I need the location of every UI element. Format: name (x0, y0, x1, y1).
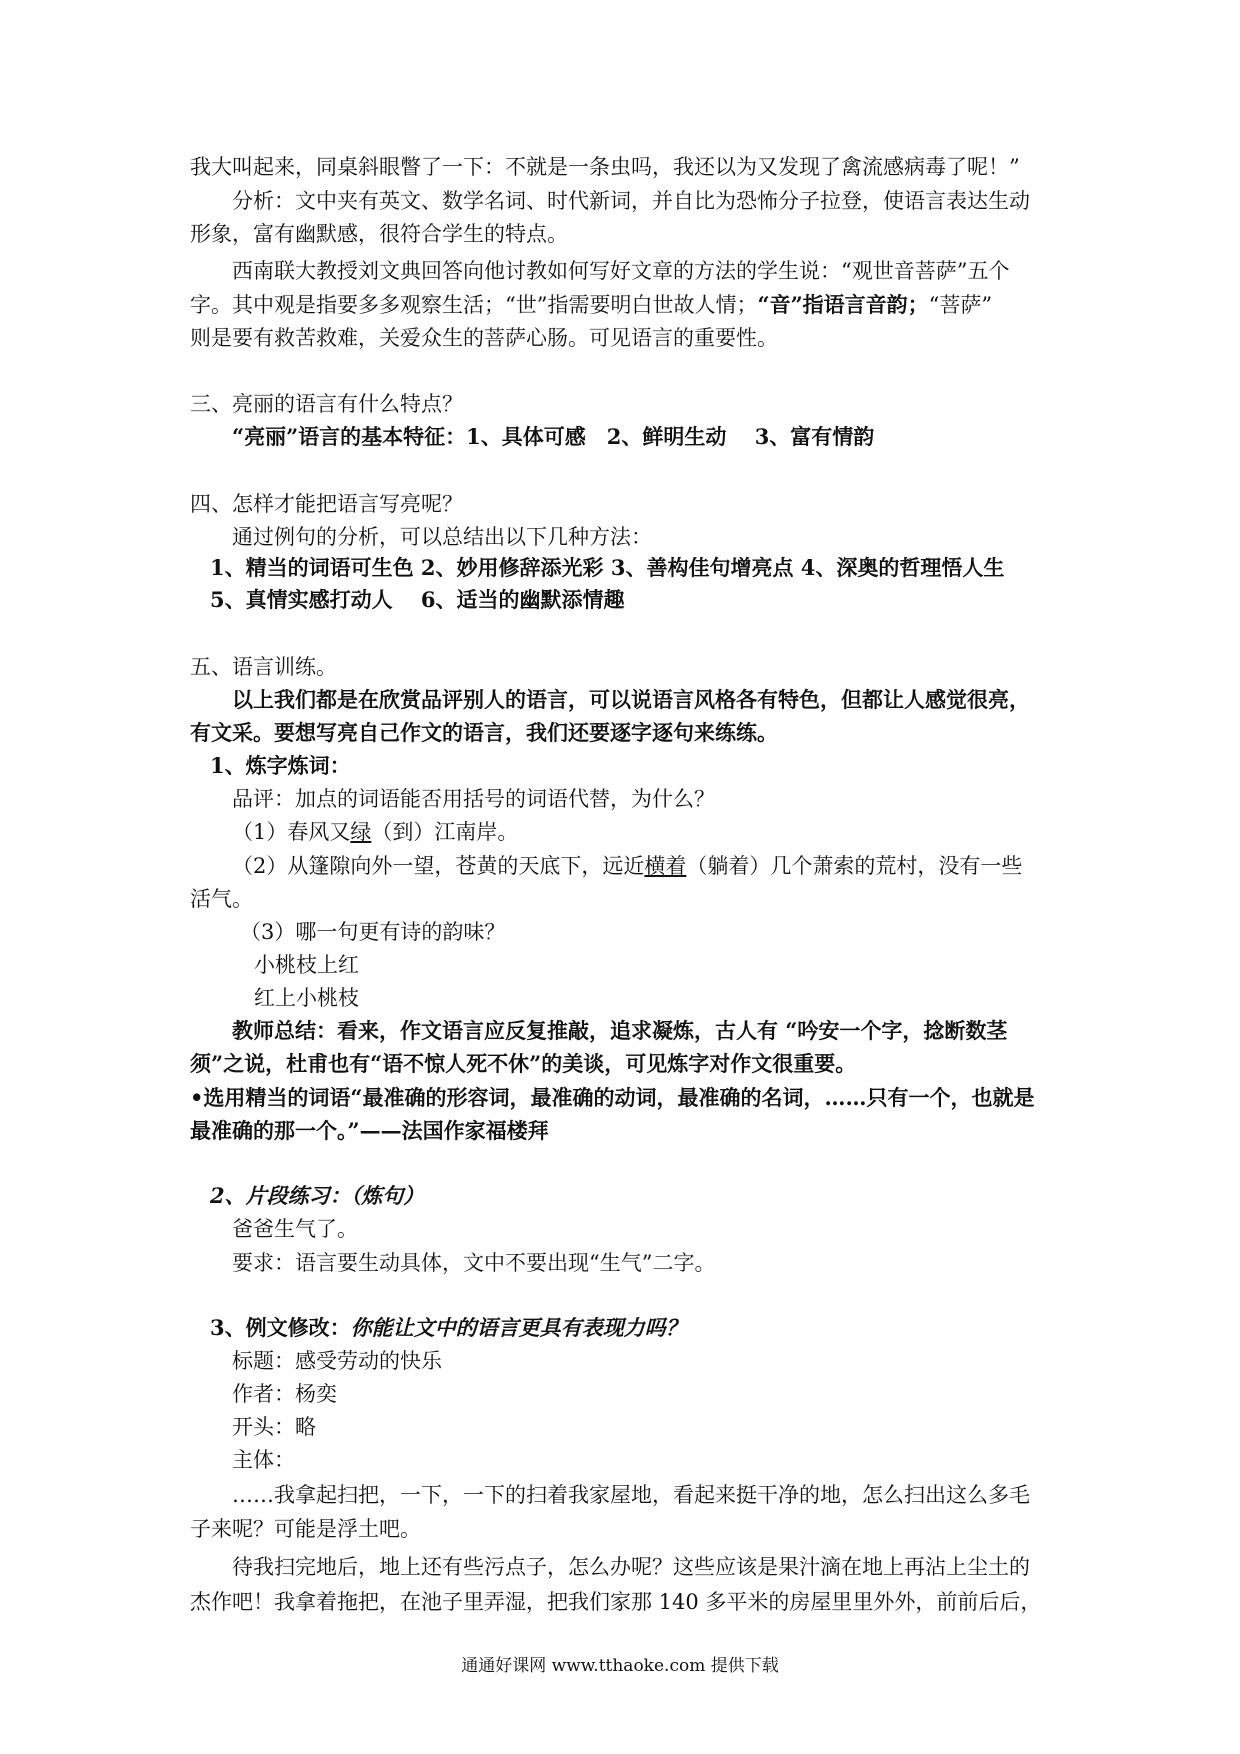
text-run-bold: 3、例文修改： (210, 1315, 351, 1340)
section-heading: 四、怎样才能把语言写亮呢？ (190, 492, 463, 516)
text-line: 则是要有救苦救难，关爱众生的菩萨心肠。可见语言的重要性。 (190, 326, 778, 350)
text-line: 开头：略 (232, 1415, 316, 1439)
text-line: 教师总结：看来，作文语言应反复推敲，追求凝炼，古人有 “吟安一个字，捻断数茎 (232, 1018, 1008, 1043)
text-line: 杰作吧！我拿着拖把，在池子里弄湿，把我们家那 140 多平米的房屋里里外外，前前后后， (190, 1590, 1042, 1614)
section-heading: 三、亮丽的语言有什么特点？ (190, 392, 463, 416)
text-line: 主体： (232, 1448, 295, 1472)
underlined-word: 横着 (644, 854, 687, 878)
text-line: 须”之说，杜甫也有“语不惊人死不休”的美谈，可见炼字对作文很重要。 (190, 1051, 857, 1076)
text-line (232, 817, 518, 847)
subheading (210, 1313, 687, 1343)
subheading: 1、炼字炼词： (210, 753, 351, 778)
text-line: 子来呢？可能是浮土吧。 (190, 1517, 421, 1541)
text-line: 分析：文中夹有英文、数学名词、时代新词，并自比为恐怖分子拉登，使语言表达生动 (232, 189, 1030, 213)
text-line: 爸爸生气了。 (232, 1217, 358, 1241)
text-line: 品评：加点的词语能否用括号的词语代替，为什么？ (232, 787, 715, 811)
text-line: 有文采。要想写亮自己作文的语言，我们还要逐字逐句来练练。 (190, 720, 778, 745)
text-line: “亮丽”语言的基本特征：1、具体可感 2、鲜明生动 3、富有情韵 (232, 424, 875, 449)
section-heading: 五、语言训练。 (190, 655, 337, 679)
text-line: 作者：杨奕 (232, 1382, 337, 1406)
subheading: 2、片段练习：（炼句） (210, 1183, 425, 1208)
text-line: 活气。 (190, 887, 253, 911)
text-run: （到）江南岸。 (371, 820, 519, 844)
text-run: 字。其中观是指要多多观察生活；“世”指需要明白世故人情； (190, 293, 758, 317)
text-line (190, 290, 992, 320)
page-footer: 通通好课网 www.tthaoke.com 提供下载 (461, 1656, 779, 1676)
text-line: 最准确的那一个。”——法国作家福楼拜 (190, 1118, 549, 1143)
text-line: 我大叫起来，同桌斜眼瞥了一下：不就是一条虫吗，我还以为又发现了禽流感病毒了呢！” (190, 155, 1020, 179)
text-run: （2）从篷隙向外一望，苍黄的天底下，远近 (232, 854, 645, 878)
text-line: 以上我们都是在欣赏品评别人的语言，可以说语言风格各有特色，但都让人感觉很亮， (232, 687, 1030, 712)
text-line: 红上小桃枝 (254, 986, 359, 1010)
underlined-word: 绿 (350, 820, 372, 844)
text-line: 西南联大教授刘文典回答向他讨教如何写好文章的方法的学生说：“观世音菩萨”五个 (232, 259, 1010, 283)
text-line: 标题：感受劳动的快乐 (232, 1349, 442, 1373)
text-run-bold-italic: 你能让文中的语言更具有表现力吗？ (350, 1315, 687, 1340)
text-run: “菩萨” (928, 293, 993, 317)
text-line: 通过例句的分析，可以总结出以下几种方法： (232, 525, 652, 549)
text-run: （躺着）几个萧索的荒村，没有一些 (686, 854, 1023, 878)
text-run-bold: “音”指语言音韵； (757, 292, 929, 317)
text-line (232, 851, 1022, 881)
text-line: 要求：语言要生动具体，文中不要出现“生气”二字。 (232, 1251, 716, 1275)
text-line: 小桃枝上红 (254, 953, 359, 977)
text-line: 形象，富有幽默感，很符合学生的特点。 (190, 222, 568, 246)
text-line: （3）哪一句更有诗的韵味？ (240, 920, 506, 944)
text-line: 1、精当的词语可生色 2、妙用修辞添光彩 3、善构佳句增亮点 4、深奥的哲理悟人生 (210, 555, 1005, 580)
text-line: 5、真情实感打动人 6、适当的幽默添情趣 (210, 587, 625, 612)
text-line: •选用精当的词语“最准确的形容词，最准确的动词，最准确的名词，……只有一个，也就是 (190, 1085, 1035, 1110)
text-line: 待我扫完地后，地上还有些污点子，怎么办呢？这些应该是果汁滴在地上再沾上尘土的 (232, 1555, 1030, 1579)
text-run: （1）春风又 (232, 820, 351, 844)
text-line: ……我拿起扫把，一下，一下的扫着我家屋地，看起来挺干净的地，怎么扫出这么多毛 (232, 1483, 1030, 1507)
